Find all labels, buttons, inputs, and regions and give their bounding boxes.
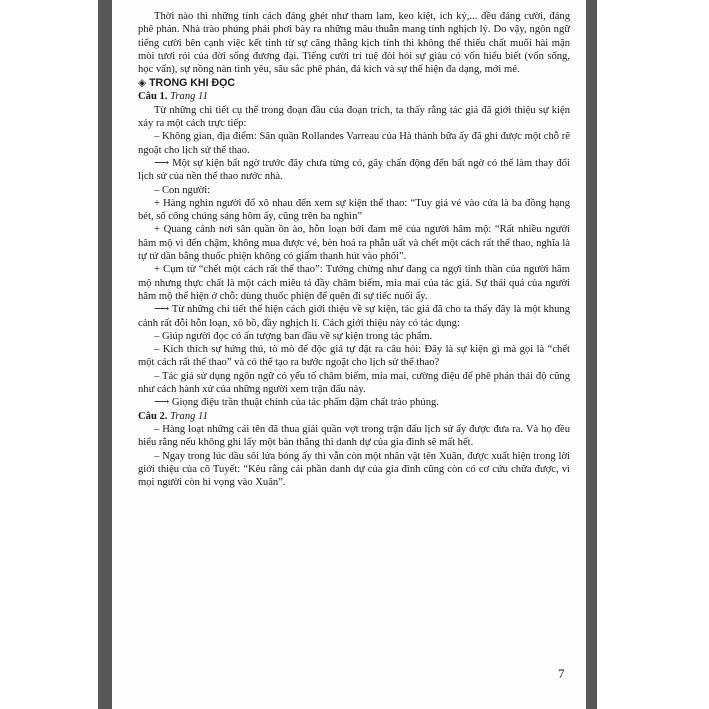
body-paragraph: – Không gian, địa điểm: Sân quần Rollandes Varreau của Hà thành bữa ấy đã ghi được một chỗ rẽ ngoặt cho lịch sử thể thao.: [138, 131, 570, 156]
question-label: Câu 2.: [138, 410, 168, 422]
question-heading: [138, 410, 570, 423]
body-paragraph: ⟶ Giọng điệu trần thuật chính của tác phẩm đậm chất trào phúng.: [154, 397, 439, 409]
body-paragraph: – Tác giả sử dụng ngôn ngữ có yếu tố châm biếm, mỉa mai, cường điệu để phê phán thái độ cũng như cách hành xử của những người xem trận đấu này.: [138, 370, 570, 396]
body-paragraph: – Hàng loạt những cái tên đã thua giải quần vợt trong trận đấu lịch sử ấy được đưa ra. Và họ đều hiểu rằng nếu không ghi lấy một bàn thắng thì danh dự của gia đình sẽ mất hết.: [138, 423, 570, 449]
section-heading: ◈ TRONG KHI ĐỌC: [138, 77, 236, 90]
page-content: [138, 10, 570, 489]
page-number: 7: [558, 666, 565, 681]
body-paragraph: ⟶ Từ những chi tiết thể hiện cách giới thiệu về sự kiện, tác giả đã cho ta thấy đây là một khung cảnh rất đỗi hỗn loạn, xô bồ, đầy nghịch lí. Cách giới thiệu này có tác dụng:: [138, 304, 570, 329]
question-page-ref: Trang 11: [170, 410, 208, 422]
question-label: Câu 1.: [138, 91, 168, 103]
body-paragraph: Thời nào thì những tính cách đáng ghét như tham lam, keo kiệt, ích kỷ,... đều đáng cười, đáng phê phán. Nhà trào phúng phải phơi bày ra những mâu thuẫn mang tính nghịch lý. Do vậy, ngôn ngữ tiếng cười bên cạnh việc kết tinh từ sự căng thẳng kịch tính thì không thể thiếu chất muối hài mặn mòi tươi rói của đời sống đương đại. Tiếng cười trí tuệ đòi hỏi sự giàu có vốn hiểu biết (vốn sống, học vấn), sự nồng nàn tình yêu, sâu sắc phê phán, đả kích và sự thể hiện đa dạng, mới mẻ.: [138, 11, 570, 76]
body-paragraph: – Kích thích sự hứng thú, tò mò để độc giả tự đặt ra câu hỏi: Đây là sự kiện gì mà gọi là “chết một cách rất thể thao” và có thể tạo ra bước ngoặt cho lịch sử thể thao?: [138, 344, 570, 369]
body-paragraph: – Con người:: [154, 184, 211, 196]
body-paragraph: + Quang cảnh nơi sân quần ồn ào, hỗn loạn bởi đam mê của người hâm mộ: “Rất nhiều người hâm mộ vì đến chậm, không mua được vé, bèn hoá ra phẫn uất và chết một cách rất thể thao, nghĩa là tự tử dần bằng thuốc phiện không có giấm thanh hút vào phổi”.: [138, 224, 570, 263]
body-paragraph: + Cụm từ “chết một cách rất thể thao”: Tưởng chừng như đang ca ngợi tinh thần của người hâm mộ nhưng thực chất là một cách miêu tả đầy châm biếm, mỉa mai của tác giả. Sự thái quá của người hâm mộ thể hiện ở chỗ: dùng thuốc phiện để quên đi sự tiếc nuối ấy.: [138, 264, 570, 302]
body-paragraph: Từ những chi tiết cụ thể trong đoạn đầu của đoạn trích, ta thấy rằng tác giả đã giới thiệu sự kiện xảy ra một cách trực tiếp:: [138, 104, 570, 130]
body-paragraph: – Giúp người đọc có ấn tượng ban đầu về sự kiện trong tác phẩm.: [154, 330, 433, 342]
question-page-ref: Trang 11: [170, 91, 208, 103]
question-heading: [138, 90, 570, 103]
body-paragraph: ⟶ Một sự kiện bất ngờ trước đây chưa từng có, gây chấn động đến bất ngờ có thể làm thay đổi lịch sử của nền thể thao nước nhà.: [138, 157, 570, 183]
body-paragraph: – Ngay trong lúc dầu sôi lửa bỏng ấy thì vẫn còn một nhân vật tên Xuân, được xuất hiện trong lời giới thiệu của cô Tuyết: “Kêu rằng cái phần danh dự của gia đình cũng còn có cơ cứu chữa được, vì mọi người còn hi vọng vào Xuân”.: [138, 450, 570, 489]
body-paragraph: + Hàng nghìn người đổ xô nhau đến xem sự kiện thể thao: “Tuy giá vé vào cửa là ba đồng hạng bét, số công chúng sáng hôm ấy, cũng trên ba nghìn”: [138, 197, 570, 223]
